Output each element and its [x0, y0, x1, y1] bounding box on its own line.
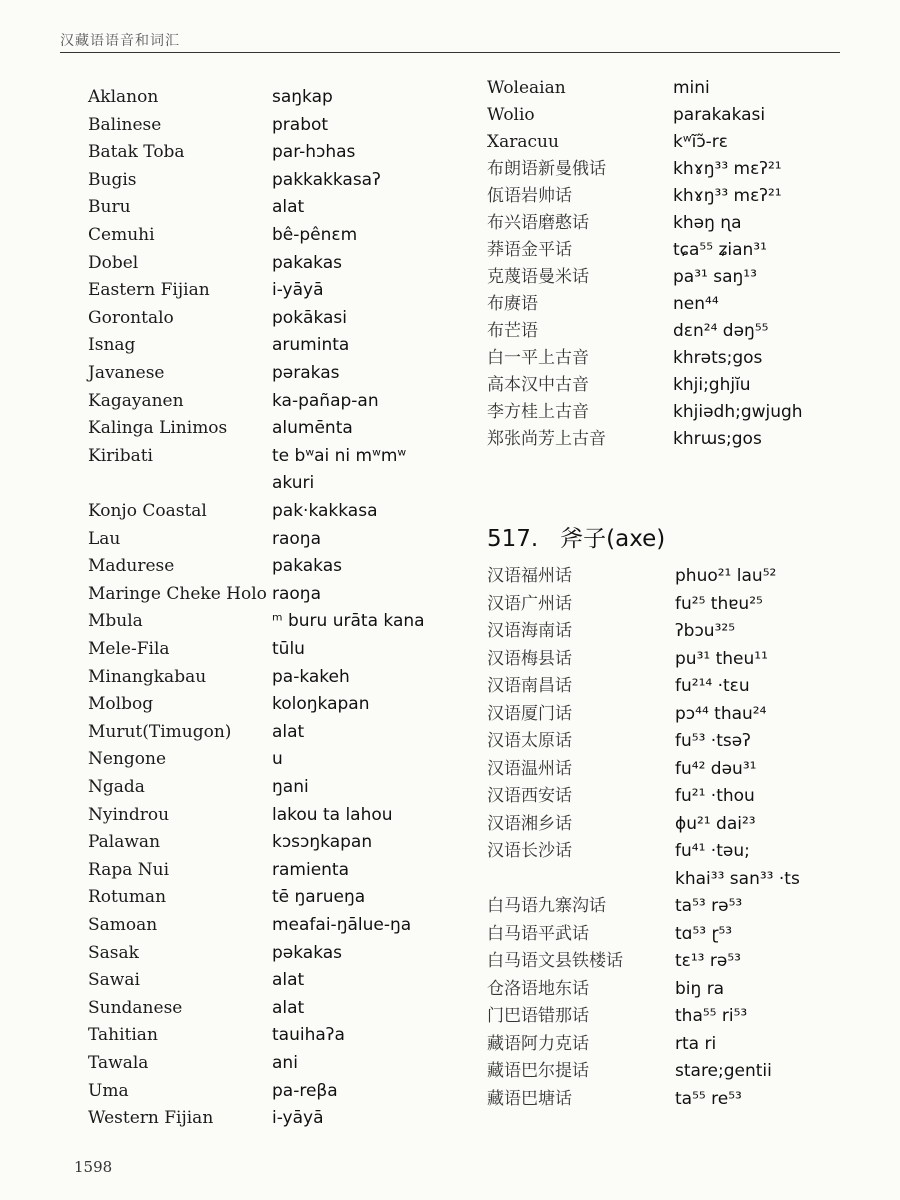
entry-form: fu²¹ ·thou: [675, 786, 755, 806]
entry-language: 白一平上古音: [487, 348, 589, 368]
entry-language: 白马语平武话: [487, 923, 589, 944]
entry-language: Kiribati: [88, 445, 153, 466]
entry-language: 汉语广州话: [487, 593, 572, 614]
entry-form: stare;gentii: [675, 1061, 772, 1081]
entry-form: pak·kakkasa: [272, 501, 378, 521]
running-title: 汉藏语语音和词汇: [60, 33, 180, 49]
entry-language: 汉语长沙话: [487, 841, 572, 861]
entry-form: fu²¹⁴ ·tɛu: [675, 676, 750, 696]
entry-form: pa³¹ saŋ¹³: [673, 267, 757, 287]
entry-language: Isnag: [88, 335, 136, 356]
entry-form: khəŋ ɳa: [673, 213, 742, 233]
entry-language: 布芒语: [487, 321, 538, 341]
entry-form: khai³³ san³³ ·ts: [675, 868, 800, 889]
entry-form: parakakasi: [673, 105, 766, 125]
entry-form: par-hɔhas: [272, 142, 356, 163]
entry-form: khjiədh;gwjugh: [673, 402, 803, 422]
entry-form: pokākasi: [272, 307, 347, 328]
entry-form: khɤŋ³³ mɛʔ²¹: [673, 159, 782, 179]
entry-form: tɑ⁵³ ɽ⁵³: [675, 923, 733, 944]
entry-form: ta⁵³ rə⁵³: [675, 896, 743, 916]
entry-form: te bʷai ni mʷmʷ: [272, 445, 407, 466]
header-rule: [60, 52, 840, 53]
entry-form: prabot: [272, 114, 329, 135]
entry-form: tɛ¹³ rə⁵³: [675, 951, 741, 971]
entry-language: 郑张尚芳上古音: [487, 429, 606, 449]
entry-language: Cemuhi: [88, 225, 155, 245]
entry-language: Sasak: [88, 942, 139, 963]
entry-form: tauihaʔa: [272, 1025, 345, 1046]
entry-language: Kalinga Linimos: [88, 418, 228, 439]
entry-language: Buru: [88, 197, 131, 218]
entry-language: Mbula: [88, 611, 143, 632]
entry-form: ani: [272, 1053, 298, 1073]
entry-language: Molbog: [88, 694, 154, 715]
entry-language: 莽语金平话: [487, 240, 572, 260]
entry-form: rta ri: [675, 1033, 717, 1054]
entry-language: 高本汉中古音: [487, 375, 589, 395]
entry-language: Batak Toba: [88, 142, 185, 163]
entry-form: pɔ⁴⁴ thau²⁴: [675, 703, 767, 724]
entry-language: 克蔑语曼米话: [487, 267, 589, 287]
entry-language: Tahitian: [88, 1025, 158, 1046]
entry-form: tūlu: [272, 639, 305, 659]
entry-form: fu⁵³ ·tsəʔ: [675, 731, 751, 751]
entry-form: u: [272, 749, 283, 770]
entry-form: pakakas: [272, 252, 342, 273]
entry-form: ta⁵⁵ re⁵³: [675, 1088, 742, 1109]
entry-form: ramienta: [272, 859, 350, 880]
entry-form: pa-kakeh: [272, 666, 350, 687]
entry-form: pərakas: [272, 363, 340, 383]
entry-language: 汉语梅县话: [487, 648, 572, 669]
entry-language: Rapa Nui: [88, 859, 170, 880]
entry-form: khrəts;gos: [673, 348, 763, 368]
entry-language: Western Fijian: [88, 1108, 214, 1129]
entry-form: pakkakkasaʔ: [272, 169, 381, 190]
entry-form: khrɯs;gos: [673, 429, 762, 449]
entry-language: Minangkabau: [88, 666, 207, 687]
entry-form: aruminta: [272, 335, 350, 356]
entry-form: tɕa⁵⁵ ʑian³¹: [673, 240, 767, 260]
entry-language: Murut(Timugon): [88, 721, 232, 742]
entry-form: alumēnta: [272, 418, 353, 439]
entry-form: i-yāyā: [272, 1108, 324, 1129]
entry-language: Dobel: [88, 252, 139, 273]
page-number: 1598: [74, 1158, 113, 1176]
entry-language: Kagayanen: [88, 390, 184, 411]
entry-form: pəkakas: [272, 942, 343, 963]
entry-form: ᵐ buru urāta kana: [272, 611, 425, 632]
entry-form: raoŋa: [272, 583, 321, 604]
entry-language: Sawai: [88, 970, 140, 991]
entry-language: 汉语海南话: [487, 621, 572, 641]
entry-language: Palawan: [88, 832, 161, 853]
entry-form: pakakas: [272, 556, 342, 577]
entry-form: bê-pênɛm: [272, 225, 358, 245]
entry-language: Rotuman: [88, 887, 167, 908]
entry-form: ʔbɔu³²⁵: [675, 621, 736, 641]
entry-form: alat: [272, 970, 305, 991]
entry-language: Nengone: [88, 749, 167, 770]
entry-language: 布兴语磨憨话: [487, 213, 589, 233]
entry-language: 汉语太原话: [487, 731, 572, 751]
entry-form: khɤŋ³³ mɛʔ²¹: [673, 186, 782, 206]
entry-language: Tawala: [88, 1053, 149, 1073]
entry-language: 仓洛语地东话: [487, 978, 589, 999]
entry-language: Samoan: [88, 915, 158, 935]
entry-language: Mele-Fila: [88, 639, 170, 659]
entry-language: Gorontalo: [88, 307, 174, 328]
entry-language: 门巴语错那话: [487, 1006, 589, 1026]
entry-language: 李方桂上古音: [487, 402, 589, 422]
entry-form: nen⁴⁴: [673, 294, 719, 314]
entry-language: Woleaian: [487, 78, 566, 98]
entry-language: Uma: [88, 1080, 129, 1101]
entry-language: 布赓语: [487, 294, 538, 314]
entry-language: 布朗语新曼俄话: [487, 159, 606, 179]
entry-language: 藏语巴尔提话: [487, 1061, 589, 1081]
entry-language: Madurese: [88, 556, 175, 577]
entry-form: kʷĩɔ̃-rɛ: [673, 132, 728, 152]
entry-language: Aklanon: [88, 87, 159, 107]
entry-form: kɔsɔŋkapan: [272, 832, 373, 853]
entry-form: alat: [272, 721, 305, 742]
entry-form: alat: [272, 997, 305, 1018]
entry-language: Javanese: [88, 363, 165, 383]
entry-language: 佤语岩帅话: [487, 186, 572, 206]
entry-language: Balinese: [88, 114, 162, 135]
entry-form: tē ŋarueŋa: [272, 887, 366, 908]
entry-form: i-yāyā: [272, 280, 324, 301]
entry-language: Konjo Coastal: [88, 501, 207, 521]
entry-language: 藏语阿力克话: [487, 1033, 589, 1054]
entry-form: biŋ ra: [675, 978, 725, 999]
entry-form: ka-pañap-an: [272, 390, 379, 411]
entry-form: tha⁵⁵ ri⁵³: [675, 1006, 748, 1026]
entry-form: ɸu²¹ dai²³: [675, 813, 756, 834]
entry-form: saŋkap: [272, 87, 333, 107]
section-title: 斧子(axe): [560, 526, 666, 552]
entry-language: 汉语南昌话: [487, 676, 572, 696]
entry-language: 白马语九寨沟话: [487, 896, 606, 916]
entry-language: Wolio: [487, 105, 535, 125]
entry-language: Xaracuu: [487, 132, 559, 152]
entry-language: Bugis: [88, 169, 137, 190]
entry-language: Lau: [88, 528, 121, 549]
entry-form: mini: [673, 78, 710, 98]
entry-form: fu⁴² dəu³¹: [675, 758, 757, 779]
entry-form: fu²⁵ thɐu²⁵: [675, 593, 763, 614]
entry-form: koloŋkapan: [272, 694, 370, 715]
entry-language: 汉语厦门话: [487, 703, 572, 724]
entry-form: pu³¹ theu¹¹: [675, 648, 768, 669]
entry-form: ŋani: [272, 777, 309, 797]
entry-form: alat: [272, 197, 305, 218]
entry-language: 汉语温州话: [487, 758, 572, 779]
entry-language: Ngada: [88, 777, 145, 797]
entry-language: 白马语文县铁楼话: [487, 951, 623, 971]
entry-language: 汉语西安话: [487, 786, 572, 806]
entry-form: pa-reβa: [272, 1080, 338, 1101]
entry-form: dɛn²⁴ dəŋ⁵⁵: [673, 321, 769, 341]
entry-form: meafai-ŋālue-ŋa: [272, 915, 412, 935]
entry-language: 汉语湘乡话: [487, 813, 572, 834]
entry-form: fu⁴¹ ·təu;: [675, 841, 750, 861]
entry-language: 汉语福州话: [487, 566, 572, 586]
entry-form: khji;ghjĭu: [673, 375, 751, 395]
entry-language: Sundanese: [88, 997, 183, 1018]
entry-form: lakou ta lahou: [272, 804, 393, 825]
section-number: 517.: [487, 526, 539, 552]
section-heading: [487, 520, 665, 553]
entry-language: Nyindrou: [88, 804, 170, 825]
entry-form: akuri: [272, 473, 315, 494]
entry-language: Maringe Cheke Holo: [88, 583, 267, 604]
entry-form: raoŋa: [272, 528, 321, 549]
entry-language: Eastern Fijian: [88, 280, 210, 301]
entry-language: 藏语巴塘话: [487, 1088, 572, 1109]
entry-form: phuo²¹ lau⁵²: [675, 566, 777, 586]
